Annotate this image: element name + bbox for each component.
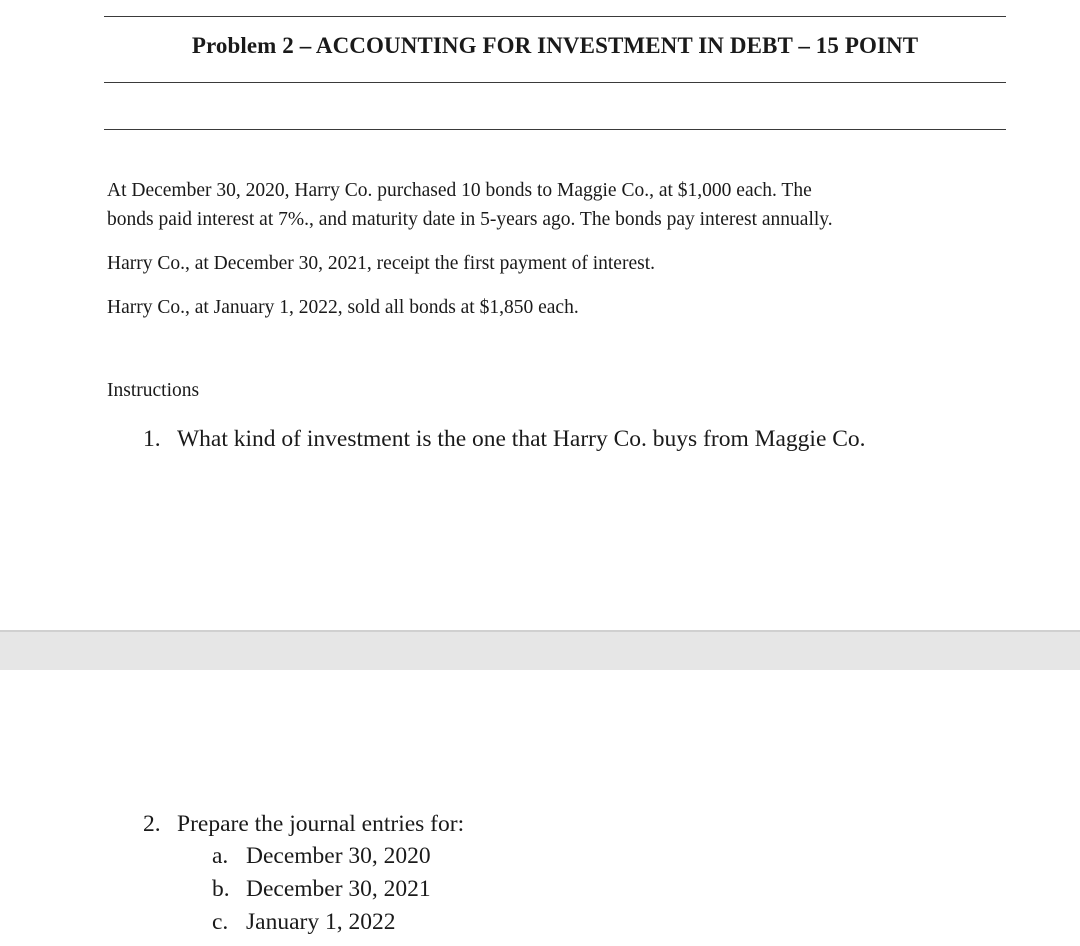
document-page-2 (0, 670, 1080, 946)
journal-item-b-text: December 30, 2021 (246, 876, 431, 902)
journal-item-b-letter: b. (212, 876, 230, 902)
journal-item-c-letter: c. (212, 909, 229, 935)
problem-paragraph-line-2: bonds paid interest at 7%., and maturity date in 5-years ago. The bonds pay interest annually. (107, 209, 833, 230)
instructions-heading: Instructions (107, 380, 200, 401)
journal-item-a-text: December 30, 2020 (246, 843, 431, 869)
question-2-text: Prepare the journal entries for: (177, 811, 465, 837)
journal-item-a-letter: a. (212, 843, 229, 869)
journal-item-c-text: January 1, 2022 (246, 909, 396, 935)
title-rule (104, 82, 1006, 83)
problem-paragraph-line-1: At December 30, 2020, Harry Co. purchased 10 bonds to Maggie Co., at $1,000 each. The (107, 180, 812, 201)
journal-item-b (212, 876, 431, 903)
answer-rule (104, 129, 1006, 130)
question-2 (143, 811, 464, 838)
question-1 (143, 426, 866, 453)
question-2-number: 2. (143, 811, 161, 837)
question-1-text: What kind of investment is the one that Harry Co. buys from Maggie Co. (177, 426, 866, 452)
page-break-separator (0, 630, 1080, 670)
top-rule (104, 16, 1006, 17)
journal-item-a (212, 843, 431, 870)
bond-sale-line: Harry Co., at January 1, 2022, sold all bonds at $1,850 each. (107, 297, 579, 318)
question-1-number: 1. (143, 426, 161, 452)
problem-title: Problem 2 – ACCOUNTING FOR INVESTMENT IN DEBT – 15 POINT (191, 33, 919, 58)
interest-payment-line: Harry Co., at December 30, 2021, receipt the first payment of interest. (107, 253, 655, 274)
journal-item-c (212, 909, 395, 936)
